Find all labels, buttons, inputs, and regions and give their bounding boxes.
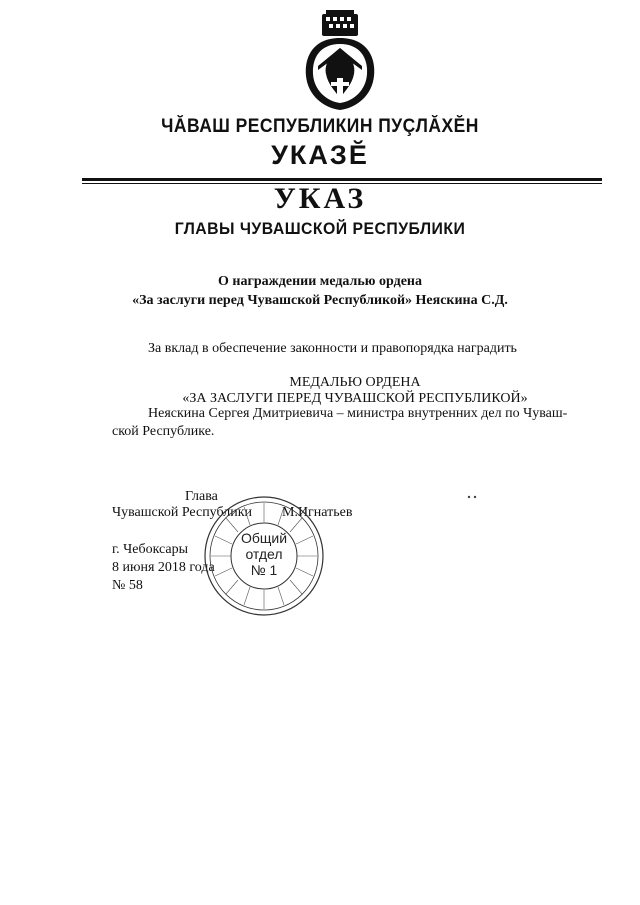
signature-position-1: Глава: [185, 489, 218, 504]
subject-line-1: О награждении медалью ордена: [218, 274, 422, 289]
decree-title: УКАЗ: [273, 182, 367, 215]
scan-mark-icon: [466, 494, 478, 500]
emblem-icon: [300, 8, 380, 112]
header-divider: [82, 178, 602, 181]
footer-date: 8 июня 2018 года: [112, 560, 215, 575]
signature-position-2: Чувашской Республики: [112, 505, 253, 520]
medal-name: [0, 375, 640, 407]
footer-number: № 58: [112, 578, 143, 593]
subject-line-2: «За заслуги перед Чувашской Республикой» Неяскина С.Д.: [132, 293, 508, 308]
medal-line-1: МЕДАЛЬЮ ОРДЕНА: [289, 375, 421, 390]
awardee-line-1: Неяскина Сергея Дмитриевича – министра внутренних дел по Чуваш-: [148, 406, 568, 421]
footer-city: г. Чебоксары: [112, 542, 189, 557]
signatory-name: М.Игнатьев: [282, 505, 353, 520]
stamp-line-1: Общий: [240, 530, 288, 546]
office-stamp: [202, 494, 326, 618]
stamp-line-3: № 1: [250, 562, 278, 578]
decree-subject: [0, 272, 640, 310]
chuvash-title: ЧĂВАШ РЕСПУБЛИКИН ПУÇЛĂХĔН: [161, 116, 479, 137]
stamp-line-2: отдел: [245, 546, 283, 562]
intro-paragraph: За вклад в обеспечение законности и правопорядка наградить: [148, 341, 517, 356]
medal-line-2: «ЗА ЗАСЛУГИ ПЕРЕД ЧУВАШСКОЙ РЕСПУБЛИКОЙ»: [182, 391, 528, 406]
chuvash-decree-title: УКАЗĔ: [271, 140, 369, 170]
head-title: ГЛАВЫ ЧУВАШСКОЙ РЕСПУБЛИКИ: [174, 219, 466, 238]
awardee-line-2: ской Республике.: [112, 424, 215, 439]
